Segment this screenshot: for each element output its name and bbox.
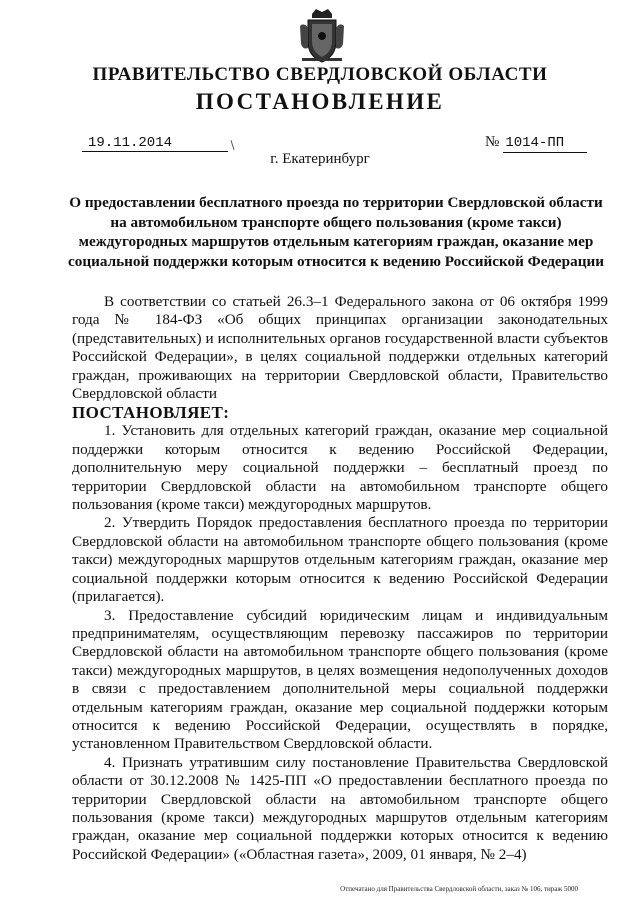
document-city: г. Екатеринбург [270,151,370,167]
preamble: В соответствии со статьей 26.3–1 Федерального закона от 06 октября 1999 года № 184-ФЗ «Об общих принципах организации законодательных (представительных) и исполнительных органов государственной власти субъектов Российской Федерации», в целях социальной поддержки отдельных категорий граждан, проживающих на территории Свердловской области, Правительство Свердловской области [72,293,608,403]
scan-mark [230,140,234,150]
number-value: 1014-ПП [503,134,587,153]
document-title: О предоставлении бесплатного проезда по территории Свердловской области на автомобильном транспорте общего пользования (кроме такси) междугородных маршрутов отдельным категориям граждан, оказание мер социальной поддержки которым относится к ведению Российской Федерации [68,194,604,270]
item-4: 4. Признать утратившим силу постановление Правительства Свердловской области от 30.12.2008 № 1425-ПП «О предоставлении бесплатного проезда по территории Свердловской области на автомобильном транспорте общего пользования (кроме такси) междугородных маршрутов отдельным категориям граждан, оказание мер социальной поддержки которых относится к ведению Российской Федерации» («Областная газета», 2009, 01 января, № 2–4) [72,753,608,863]
item-3: 3. Предоставление субсидий юридическим лицам и индивидуальным предпринимателям, осуществляющим перевозку пассажиров по территории Свердловской области на автомобильном транспорте общего пользования (кроме такси) междугородных маршрутов, в целях возмещения недополученных доходов в связи с предоставлением дополнительной меры социальной поддержки отдельным категориям граждан, оказание мер социальной поддержки которым относится к ведению Российской Федерации, осуществлять в порядке, установленном Правительством Свердловской области. [72,606,608,753]
document-number [485,133,587,153]
print-footer: Отпечатано для Правительства Свердловской области, заказ № 106, тираж 5000 [340,885,578,893]
item-2: 2. Утвердить Порядок предоставления бесплатного проезда по территории Свердловской области на автомобильном транспорте общего пользования (кроме такси) междугородных маршрутов отдельным категориям граждан, оказание мер социальной поддержки которым относится к ведению Российской Федерации (прилагается). [72,514,608,606]
document-date: 19.11.2014 [82,135,228,152]
government-name: ПРАВИТЕЛЬСТВО СВЕРДЛОВСКОЙ ОБЛАСТИ [92,64,548,85]
document-body [72,293,608,864]
resolves-heading: ПОСТАНОВЛЯЕТ: [72,403,230,423]
document-type: ПОСТАНОВЛЕНИЕ [195,89,445,114]
coat-of-arms-icon [298,8,346,64]
number-sign: № [485,134,500,150]
item-1: 1. Установить для отдельных категорий граждан, оказание мер социальной поддержки которым относится к ведению Российской Федерации, дополнительную меру социальной поддержки – бесплатный проезд по территории Свердловской области на автомобильном транспорте общего пользования (кроме такси) междугородных маршрутов. [72,422,608,514]
